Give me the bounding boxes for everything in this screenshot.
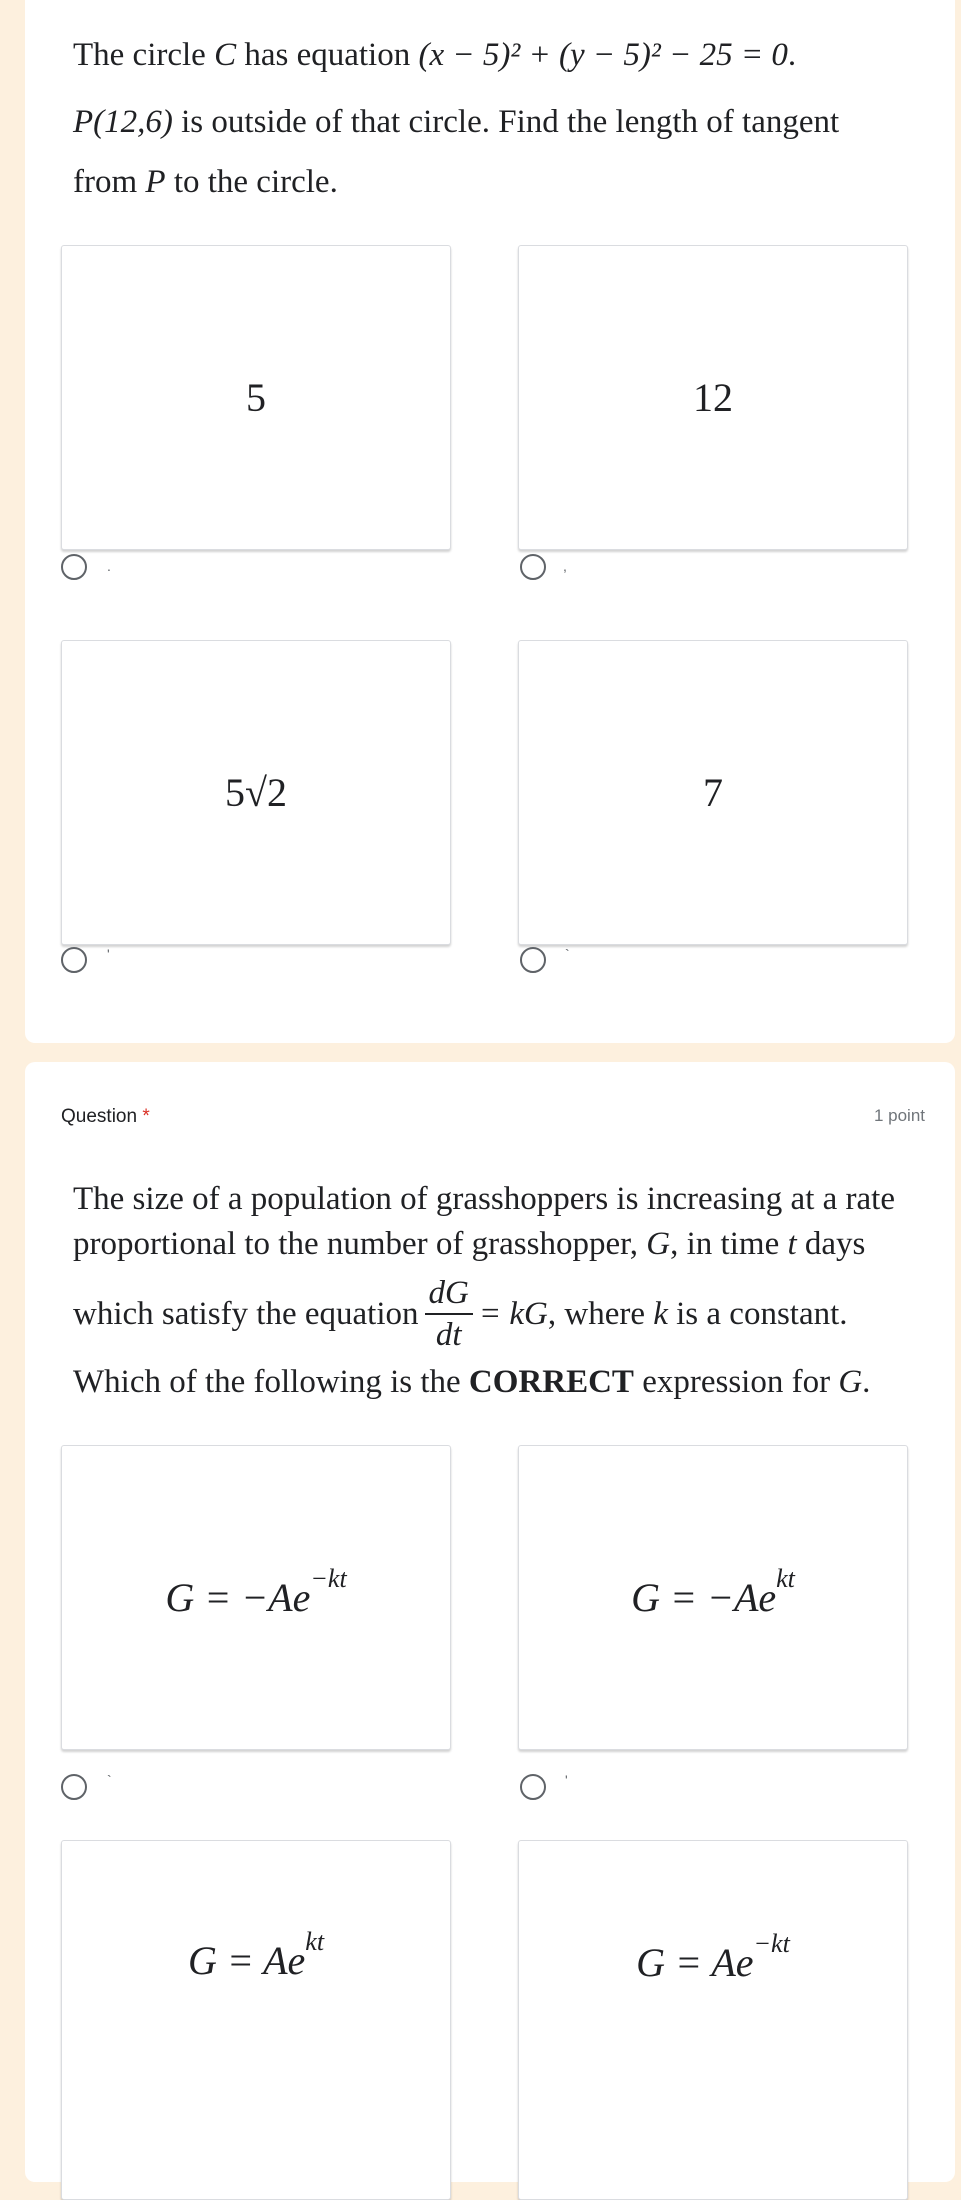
question-2-title: Question * xyxy=(61,1106,150,1127)
question-2-line-4: Which of the following is the CORRECT expression for G. xyxy=(73,1364,871,1400)
option-image-5-root-2[interactable]: 5√2 xyxy=(61,640,451,945)
question-2-line-3: which satisfy the equation $\frac{dG}{dt}$ = kG , where k is a constant. xyxy=(73,1275,848,1353)
question-2-line-1: The size of a population of grasshoppers is increasing at a rate xyxy=(73,1181,895,1217)
question-card-1 xyxy=(25,0,955,1043)
question-1-line-3: from P to the circle. xyxy=(73,164,338,200)
option-image-ae-kt[interactable]: $G = Ae^{kt}$ xyxy=(61,1840,451,2200)
option-5-radio-label: . xyxy=(107,558,111,574)
option-5-radio[interactable] xyxy=(61,554,87,580)
option-5-root-2-radio-label: ' xyxy=(107,946,110,962)
option-a-label: ` xyxy=(107,1772,112,1788)
question-card-2 xyxy=(25,1062,955,2182)
question-2-line-2: proportional to the number of grasshopper, G, in time t days xyxy=(73,1226,866,1262)
question-1-line-1: The circle C has equation (x − 5)² + (y − 5)² − 25 = 0. xyxy=(73,37,797,73)
option-image-ae-neg-kt[interactable]: $G = Ae^{-kt}$ xyxy=(518,1840,908,2200)
option-5-root-2-radio[interactable] xyxy=(61,947,87,973)
circle-equation: (x − 5)² + (y − 5)² − 25 = 0 xyxy=(418,37,788,73)
question-1-line-2: P(12,6) is outside of that circle. Find the length of tangent xyxy=(73,104,840,140)
option-image-7[interactable]: 7 xyxy=(518,640,908,945)
option-7-radio-label: ` xyxy=(565,946,570,962)
required-asterisk: * xyxy=(142,1106,150,1127)
option-image-neg-ae-neg-kt[interactable]: $G = -Ae^{-kt}$ xyxy=(61,1445,451,1750)
option-b-label: ' xyxy=(565,1772,568,1788)
option-neg-ae-neg-kt-radio[interactable] xyxy=(61,1774,87,1800)
option-neg-ae-kt-radio[interactable] xyxy=(520,1774,546,1800)
derivative-fraction: $\frac{dG}{dt}$ xyxy=(425,1273,473,1355)
option-12-radio[interactable] xyxy=(520,554,546,580)
option-image-12[interactable]: 12 xyxy=(518,245,908,550)
option-7-radio[interactable] xyxy=(520,947,546,973)
option-image-5[interactable]: 5 xyxy=(61,245,451,550)
question-2-points: 1 point xyxy=(873,1106,925,1125)
option-image-neg-ae-kt[interactable]: $G = -Ae^{kt}$ xyxy=(518,1445,908,1750)
option-12-radio-label: , xyxy=(563,558,567,574)
